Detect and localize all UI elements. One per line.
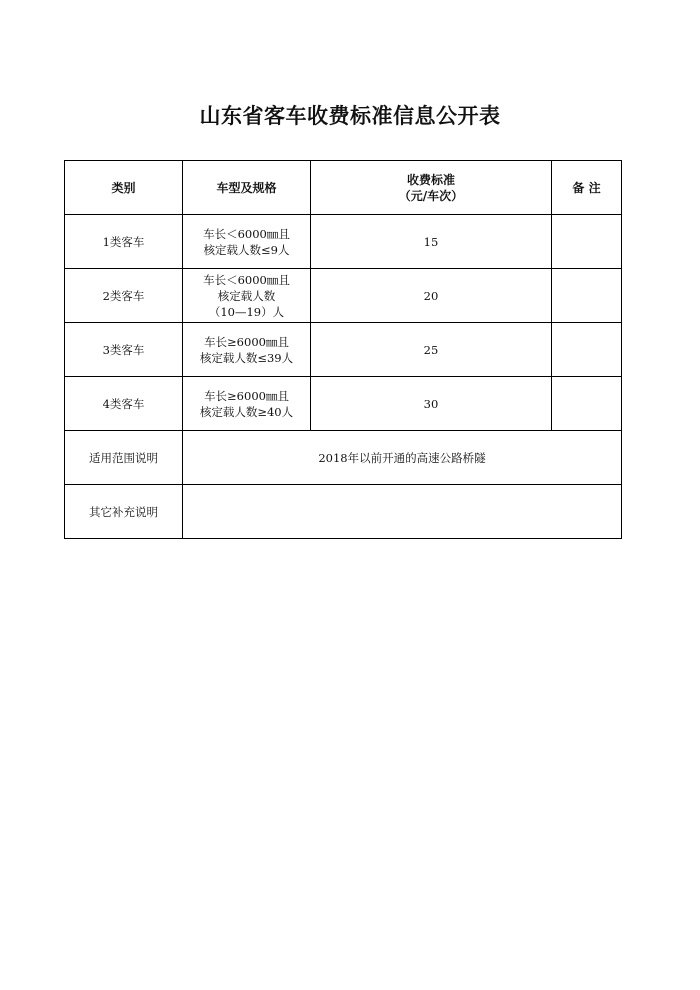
table-row xyxy=(65,323,622,377)
spec-cell xyxy=(183,377,311,431)
remark-cell xyxy=(552,323,622,377)
spec-line: 核定载人数≤39人 xyxy=(199,350,294,365)
spec-line: 车长≥6000㎜且 xyxy=(204,334,289,349)
table-row xyxy=(65,269,622,323)
scope-label: 适用范围说明 xyxy=(65,431,183,485)
fee-cell: 20 xyxy=(311,269,552,323)
header-fee-line1: 收费标准 xyxy=(406,172,455,187)
spec-line: 核定载人数≥40人 xyxy=(199,404,294,419)
header-spec: 车型及规格 xyxy=(183,161,311,215)
other-notes-value xyxy=(183,485,622,539)
scope-value: 2018年以前开通的高速公路桥隧 xyxy=(183,431,622,485)
fee-standard-table xyxy=(64,160,622,539)
table-row xyxy=(65,377,622,431)
fee-cell: 25 xyxy=(311,323,552,377)
header-remark: 备 注 xyxy=(552,161,622,215)
other-notes-row xyxy=(65,485,622,539)
header-fee xyxy=(311,161,552,215)
page-title: 山东省客车收费标准信息公开表 xyxy=(199,103,501,128)
header-category: 类别 xyxy=(65,161,183,215)
remark-cell xyxy=(552,215,622,269)
spec-line: （10—19）人 xyxy=(208,304,285,319)
spec-cell xyxy=(183,323,311,377)
remark-cell xyxy=(552,377,622,431)
category-cell: 1类客车 xyxy=(65,215,183,269)
scope-row xyxy=(65,431,622,485)
other-notes-label: 其它补充说明 xyxy=(65,485,183,539)
fee-cell: 15 xyxy=(311,215,552,269)
fee-cell: 30 xyxy=(311,377,552,431)
table-row xyxy=(65,215,622,269)
spec-cell xyxy=(183,269,311,323)
spec-cell xyxy=(183,215,311,269)
category-cell: 4类客车 xyxy=(65,377,183,431)
table-header-row xyxy=(65,161,622,215)
spec-line: 核定载人数≤9人 xyxy=(203,242,290,257)
spec-line: 车长＜6000㎜且 xyxy=(203,226,290,241)
spec-line: 车长≥6000㎜且 xyxy=(204,388,289,403)
category-cell: 3类客车 xyxy=(65,323,183,377)
remark-cell xyxy=(552,269,622,323)
spec-line: 车长＜6000㎜且 xyxy=(203,272,290,287)
header-fee-line2: （元/车次） xyxy=(398,188,464,203)
category-cell: 2类客车 xyxy=(65,269,183,323)
spec-line: 核定载人数 xyxy=(217,288,276,303)
